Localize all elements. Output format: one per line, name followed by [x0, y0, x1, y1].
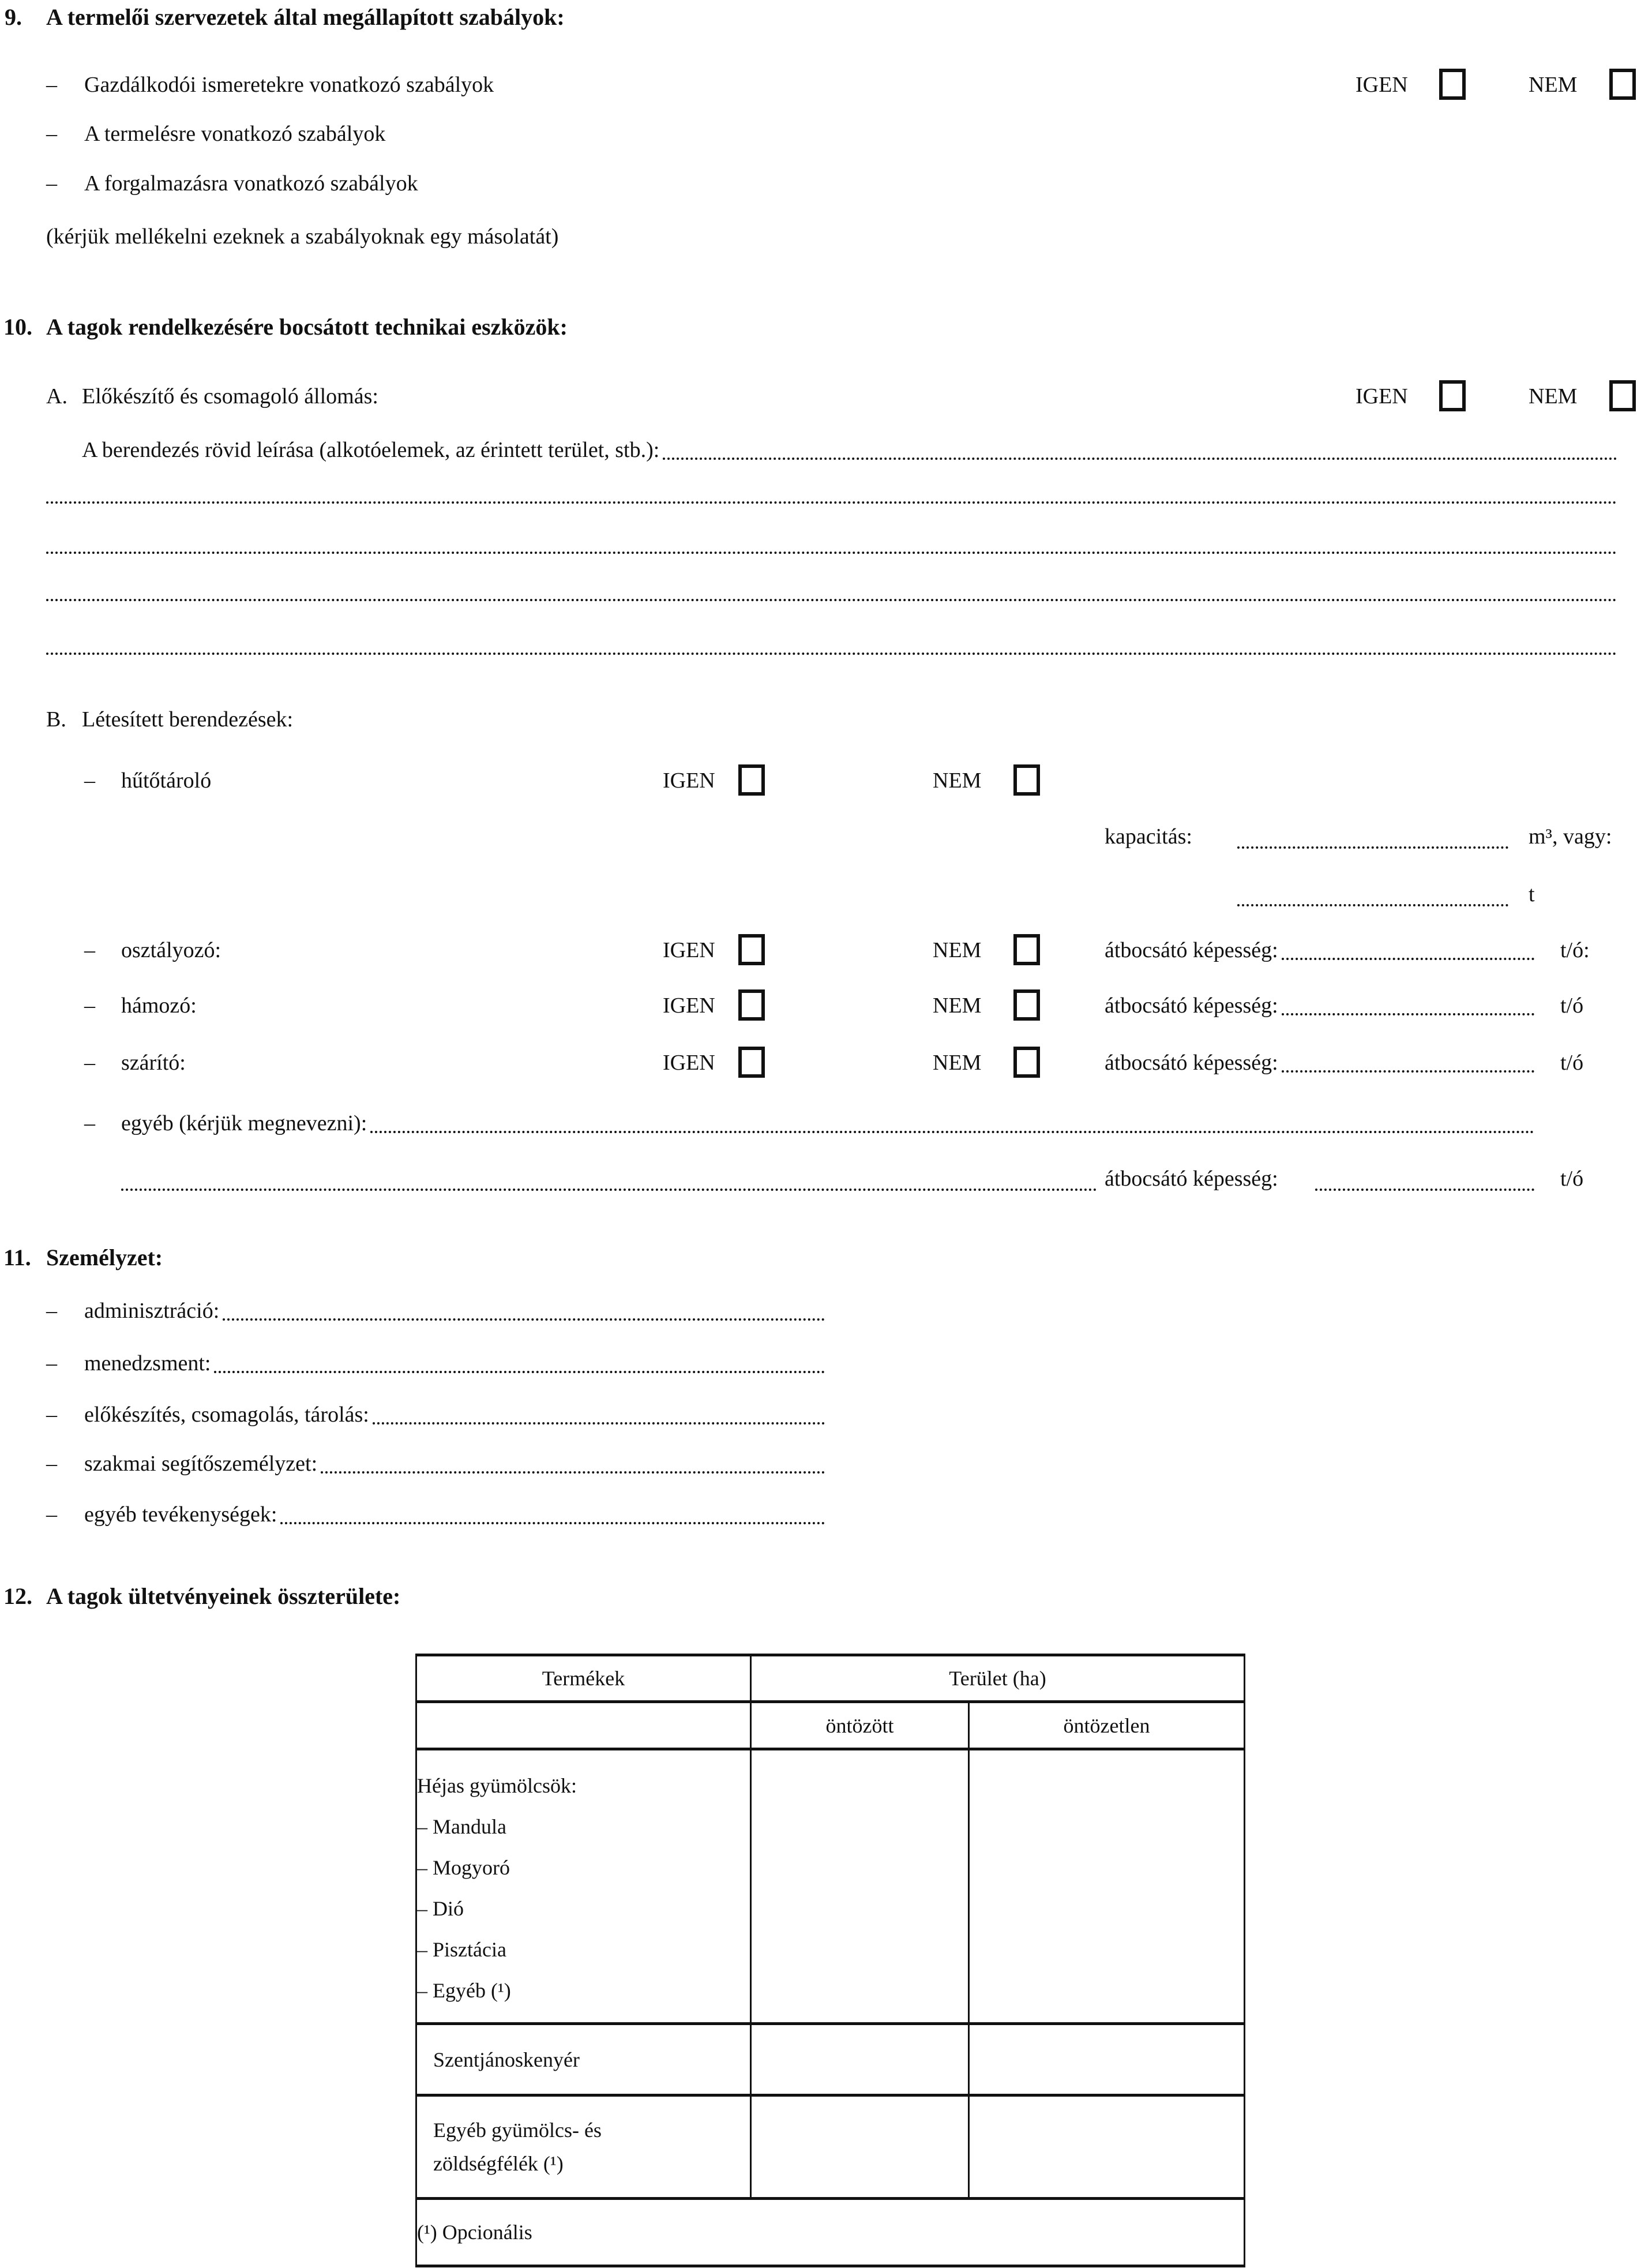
other-equipment-row: [0, 1108, 1637, 1138]
section9-heading: [0, 2, 1637, 32]
dash-bullet: –: [84, 938, 95, 962]
fill-line-throughput-dryer[interactable]: [1282, 1048, 1534, 1073]
fill-line-description-2[interactable]: [46, 501, 1617, 504]
yes-label: IGEN: [1356, 384, 1408, 408]
fill-line-description-5[interactable]: [46, 653, 1617, 655]
table-header-empty: [416, 1702, 751, 1749]
dryer-row: [0, 1048, 1637, 1078]
item-b-number: B.: [46, 707, 66, 732]
no-label: NEM: [933, 938, 982, 962]
cooler-row: [0, 766, 1637, 796]
table-footnote: (¹) Opcionális: [416, 2199, 1245, 2266]
dash-bullet: –: [46, 1403, 57, 1427]
packing-station-label: Előkészítő és csomagoló állomás:: [82, 384, 378, 408]
installed-equipment-label: Létesített berendezések:: [82, 707, 294, 732]
yes-label: IGEN: [1356, 73, 1408, 97]
cell-other-irrigated[interactable]: [751, 2095, 969, 2199]
table-header-non-irrigated: öntözetlen: [969, 1702, 1245, 1749]
no-label: NEM: [933, 769, 982, 793]
yes-checkbox-dryer[interactable]: [738, 1047, 765, 1078]
cell-carob-irrigated[interactable]: [751, 2024, 969, 2095]
dash-bullet: –: [46, 1502, 57, 1527]
dash-bullet: –: [46, 73, 57, 97]
attach-note: (kérjük mellékelni ezeknek a szabályoknak egy másolatát): [46, 224, 559, 249]
no-label: NEM: [933, 1051, 982, 1075]
item-a-number: A.: [46, 384, 67, 408]
section12-title: A tagok ültetvényeinek összterülete:: [46, 1583, 401, 1609]
dash-bullet: –: [84, 994, 95, 1018]
section10-number: 10.: [3, 314, 32, 340]
staff-item-row-5: [0, 1499, 1637, 1530]
dash-bullet: –: [84, 1111, 95, 1135]
row-label-carob: Szentjánoskenyér: [416, 2024, 751, 2095]
no-checkbox-rules[interactable]: [1609, 69, 1636, 100]
equipment-description-label: A berendezés rövid leírása (alkotóelemek, az érintett terület, stb.):: [82, 438, 660, 462]
fill-line-capacity-m3[interactable]: [1237, 846, 1508, 849]
fill-line-staff-1[interactable]: [223, 1296, 825, 1321]
yes-label: IGEN: [663, 994, 715, 1018]
yes-checkbox-packing-station[interactable]: [1439, 380, 1466, 411]
no-label: NEM: [933, 994, 982, 1018]
section10-title: A tagok rendelkezésére bocsátott technikai eszközök:: [46, 314, 568, 340]
yes-checkbox-sorter[interactable]: [738, 934, 765, 965]
dash-bullet: –: [84, 1051, 95, 1075]
staff-item-row-4: [0, 1449, 1637, 1479]
fill-line-description-3[interactable]: [46, 552, 1617, 554]
capacity-row-t: [0, 879, 1637, 909]
capacity-row-m3: [0, 822, 1637, 852]
yes-checkbox-rules[interactable]: [1439, 69, 1466, 100]
no-checkbox-packing-station[interactable]: [1609, 380, 1636, 411]
staff-item-row-1: [0, 1296, 1637, 1326]
capacity-unit-m3: m³, vagy:: [1529, 824, 1612, 849]
row-label-other-produce: [416, 2095, 751, 2199]
nuts-line: – Dió: [417, 1897, 464, 1920]
throughput-unit: t/ó:: [1560, 938, 1590, 962]
throughput-unit: t/ó: [1560, 1167, 1584, 1191]
yes-label: IGEN: [663, 769, 715, 793]
dash-bullet: –: [46, 1452, 57, 1476]
fill-line-description-4[interactable]: [46, 599, 1617, 601]
yes-checkbox-peeler[interactable]: [738, 989, 765, 1021]
yes-label: IGEN: [663, 938, 715, 962]
cell-nuts-non-irrigated[interactable]: [969, 1749, 1245, 2024]
fill-line-other-equipment-1[interactable]: [370, 1108, 1534, 1133]
nuts-line: – Pisztácia: [417, 1938, 506, 1961]
nuts-line: – Egyéb (¹): [417, 1979, 511, 2002]
other-produce-label: Egyéb gyümölcs- és zöldségfélék (¹): [433, 2119, 602, 2175]
capacity-label: kapacitás:: [1105, 824, 1192, 849]
dash-bullet: –: [84, 769, 95, 793]
no-label: NEM: [1529, 384, 1578, 408]
sorter-label: osztályozó:: [121, 938, 221, 962]
section12-number: 12.: [3, 1583, 32, 1609]
rule-item-row-3: [0, 168, 1637, 198]
rule-item-row-1: [0, 70, 1637, 100]
throughput-unit: t/ó: [1560, 1051, 1584, 1075]
fill-line-staff-5[interactable]: [280, 1499, 825, 1524]
fill-line-description-1[interactable]: [663, 435, 1617, 460]
peeler-label: hámozó:: [121, 994, 197, 1018]
other-equipment-label: egyéb (kérjük megnevezni):: [121, 1111, 367, 1135]
rule-item-row-2: [0, 119, 1637, 149]
dash-bullet: –: [46, 1351, 57, 1375]
nuts-line: Héjas gyümölcsök:: [417, 1774, 577, 1797]
other-equipment-row-2: [0, 1164, 1637, 1194]
staff-item-label: szakmai segítőszemélyzet:: [84, 1452, 318, 1476]
nuts-line: – Mogyoró: [417, 1856, 510, 1879]
throughput-label: átbocsátó képesség:: [1105, 938, 1278, 962]
area-table: [415, 1654, 1245, 2267]
fill-line-staff-3[interactable]: [373, 1400, 825, 1424]
cell-other-non-irrigated[interactable]: [969, 2095, 1245, 2199]
throughput-unit: t/ó: [1560, 994, 1584, 1018]
rule-item-label: A termelésre vonatkozó szabályok: [84, 122, 386, 146]
no-checkbox-cooler[interactable]: [1013, 764, 1040, 796]
staff-item-label: egyéb tevékenységek:: [84, 1502, 277, 1527]
cooler-label: hűtőtároló: [121, 769, 212, 793]
capacity-unit-t: t: [1529, 882, 1535, 906]
dash-bullet: –: [46, 1299, 57, 1323]
section9-number: 9.: [5, 4, 22, 30]
fill-line-throughput-other[interactable]: [1315, 1189, 1534, 1191]
section9-title: A termelői szervezetek által megállapított szabályok:: [46, 4, 565, 30]
table-header-irrigated: öntözött: [751, 1702, 969, 1749]
section10-heading: [0, 312, 1637, 342]
throughput-label: átbocsátó képesség:: [1105, 994, 1278, 1018]
section12-heading: [0, 1581, 1637, 1611]
dash-bullet: –: [46, 171, 57, 196]
peeler-row: [0, 991, 1637, 1021]
row-label-nuts: [416, 1749, 751, 2024]
rule-item-label: A forgalmazásra vonatkozó szabályok: [84, 171, 418, 196]
fill-line-staff-2[interactable]: [214, 1348, 825, 1373]
fill-line-other-equipment-2[interactable]: [121, 1189, 1097, 1191]
no-label: NEM: [1529, 73, 1578, 97]
section11-number: 11.: [3, 1244, 31, 1270]
cell-carob-non-irrigated[interactable]: [969, 2024, 1245, 2095]
section11-heading: [0, 1243, 1637, 1273]
dash-bullet: –: [46, 122, 57, 146]
equipment-description-row: [0, 435, 1637, 465]
throughput-label: átbocsátó képesség:: [1105, 1167, 1278, 1191]
fill-line-throughput-peeler[interactable]: [1282, 991, 1534, 1015]
table-header-products: Termékek: [416, 1655, 751, 1702]
yes-label: IGEN: [663, 1051, 715, 1075]
packing-station-row: [0, 381, 1637, 411]
table-header-area: Terület (ha): [751, 1655, 1245, 1702]
no-checkbox-sorter[interactable]: [1013, 934, 1040, 965]
dryer-label: szárító:: [121, 1051, 186, 1075]
staff-item-label: adminisztráció:: [84, 1299, 220, 1323]
sorter-row: [0, 935, 1637, 965]
rule-item-label: Gazdálkodói ismeretekre vonatkozó szabályok: [84, 73, 494, 97]
no-checkbox-dryer[interactable]: [1013, 1047, 1040, 1078]
fill-line-capacity-t[interactable]: [1237, 904, 1508, 906]
yes-checkbox-cooler[interactable]: [738, 764, 765, 796]
throughput-label: átbocsátó képesség:: [1105, 1051, 1278, 1075]
fill-line-throughput-sorter[interactable]: [1282, 935, 1534, 960]
fill-line-staff-4[interactable]: [321, 1449, 825, 1474]
cell-nuts-irrigated[interactable]: [751, 1749, 969, 2024]
section11-title: Személyzet:: [46, 1244, 163, 1270]
staff-item-label: előkészítés, csomagolás, tárolás:: [84, 1403, 369, 1427]
nuts-line: – Mandula: [417, 1815, 506, 1838]
staff-item-row-3: [0, 1400, 1637, 1430]
staff-item-row-2: [0, 1348, 1637, 1378]
staff-item-label: menedzsment:: [84, 1351, 211, 1375]
no-checkbox-peeler[interactable]: [1013, 989, 1040, 1021]
attach-note-row: [0, 222, 1637, 252]
installed-equipment-row: [0, 704, 1637, 734]
